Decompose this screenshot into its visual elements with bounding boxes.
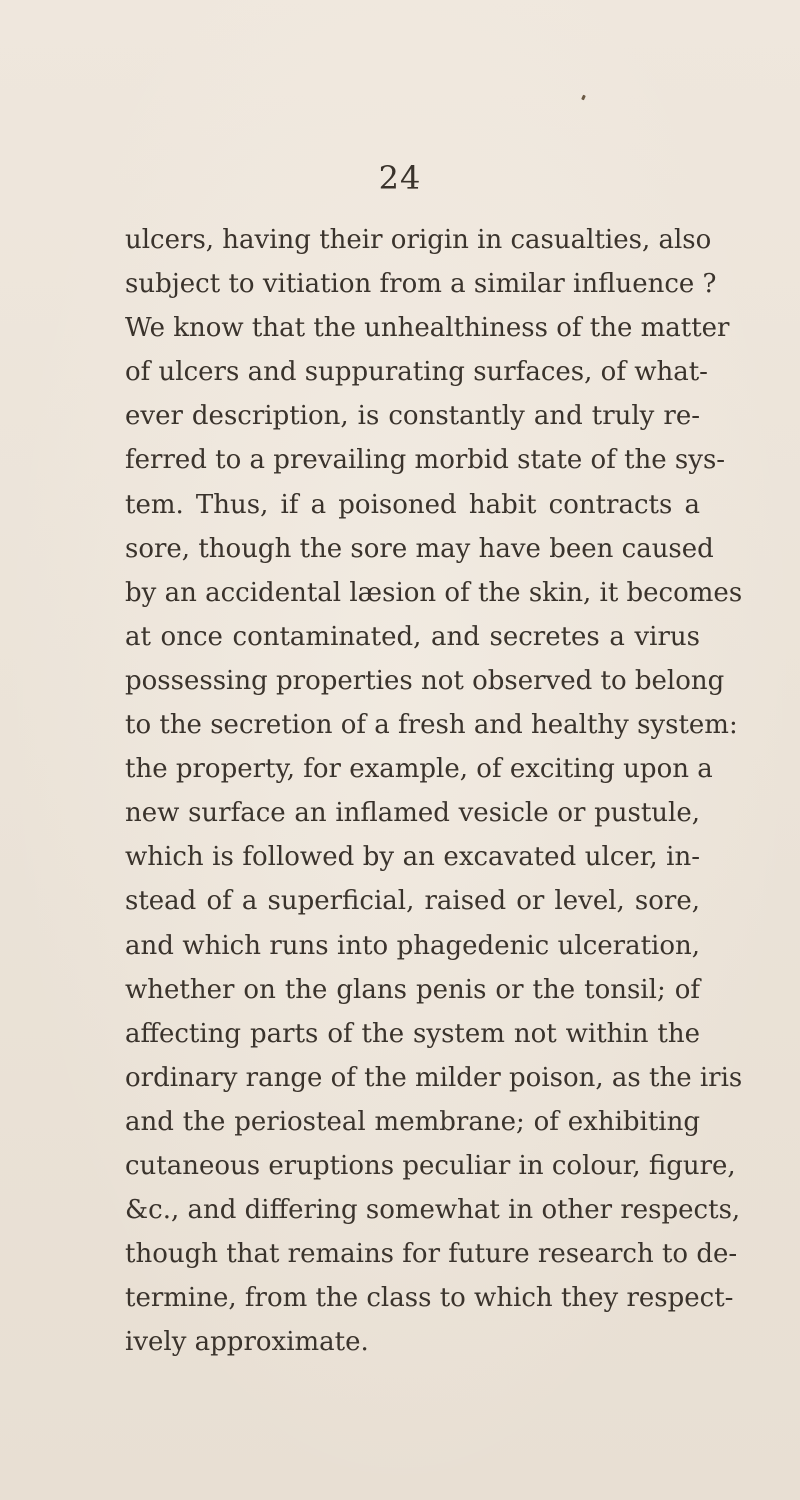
- page-number: 24: [378, 159, 422, 197]
- text-line: ferred to a prevailing morbid state of the sys-: [125, 445, 726, 476]
- text-line: affecting parts of the system not within the: [125, 1018, 700, 1049]
- text-line: new surface an inflamed vesicle or pustule,: [125, 798, 700, 829]
- text-line: &c., and differing somewhat in other respects,: [125, 1195, 741, 1226]
- text-line: though that remains for future research to de-: [125, 1239, 738, 1270]
- text-line: subject to vitiation from a similar influence ?: [125, 269, 717, 300]
- text-line: the property, for example, of exciting upon a: [125, 754, 713, 785]
- text-line: tem. Thus, if a poisoned habit contracts a: [125, 489, 700, 520]
- text-line: to the secretion of a fresh and healthy system:: [125, 710, 738, 741]
- text-line: and which runs into phagedenic ulceration,: [125, 930, 700, 961]
- text-line: stead of a superficial, raised or level, sore,: [125, 886, 700, 917]
- text-line: ulcers, having their origin in casualties, also: [125, 225, 712, 255]
- text-line: at once contaminated, and secretes a virus: [125, 621, 700, 652]
- text-line: We know that the unhealthiness of the matter: [125, 313, 730, 344]
- text-line: whether on the glans penis or the tonsil; of: [125, 974, 700, 1005]
- text-line: termine, from the class to which they respect-: [125, 1283, 734, 1314]
- text-line: which is followed by an excavated ulcer, in-: [125, 842, 700, 873]
- text-line: possessing properties not observed to belong: [125, 665, 725, 696]
- text-line: ever description, is constantly and truly re-: [125, 401, 700, 432]
- paper-speck: [581, 95, 586, 101]
- text-line: of ulcers and suppurating surfaces, of what-: [125, 357, 708, 388]
- text-line: ively approximate.: [125, 1327, 369, 1358]
- text-line: cutaneous eruptions peculiar in colour, figure,: [125, 1150, 736, 1181]
- text-line: by an accidental læsion of the skin, it becomes: [125, 577, 743, 608]
- text-line: ordinary range of the milder poison, as the iris: [125, 1062, 743, 1093]
- text-line: sore, though the sore may have been caused: [125, 533, 714, 564]
- body-text: [125, 218, 743, 1364]
- text-line: and the periosteal membrane; of exhibiting: [125, 1106, 700, 1137]
